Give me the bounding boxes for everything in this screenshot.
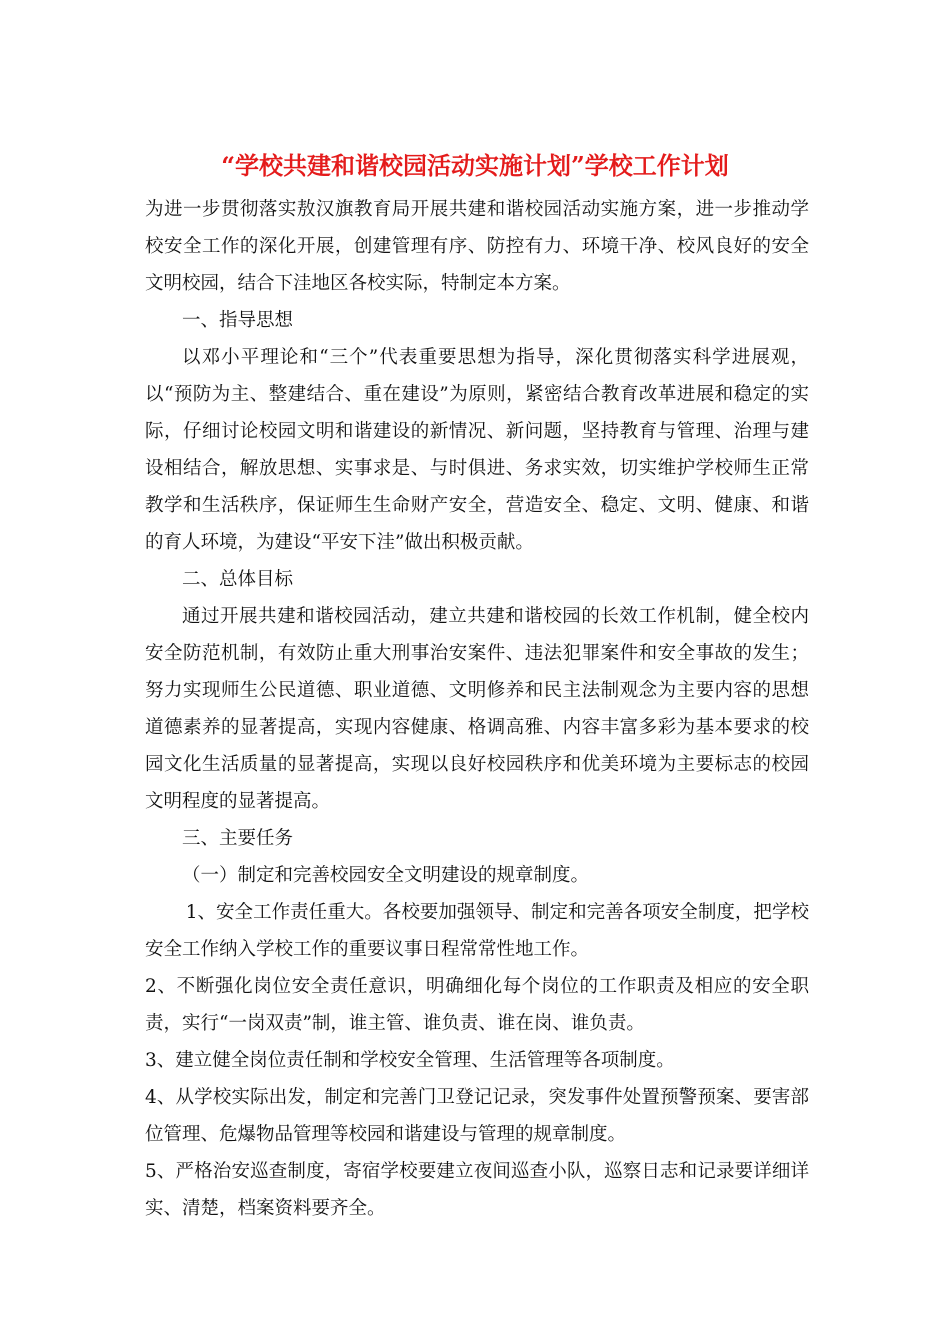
task-item-4: 4、从学校实际出发，制定和完善门卫登记记录，突发事件处置预警预案、要害部位管理、危爆物品管理等校园和谐建设与管理的规章制度。: [145, 1087, 809, 1145]
document-body: [145, 191, 809, 1227]
intro-paragraph: 为进一步贯彻落实敖汉旗教育局开展共建和谐校园活动实施方案，进一步推动学校安全工作的深化开展，创建管理有序、防控有力、环境干净、校风良好的安全文明校园，结合下洼地区各校实际，特制定本方案。: [145, 199, 809, 294]
section-heading-guiding-ideology: 一、指导思想: [182, 310, 294, 331]
section-heading-overall-goals: 二、总体目标: [182, 569, 294, 590]
task-item-1: 1、安全工作责任重大。各校要加强领导、制定和完善各项安全制度，把学校安全工作纳入学校工作的重要议事日程常常性地工作。: [145, 902, 809, 960]
task-item-5: 5、严格治安巡查制度，寄宿学校要建立夜间巡查小队，巡察日志和记录要详细详实、清楚，档案资料要齐全。: [145, 1161, 809, 1219]
document-title: “学校共建和谐校园活动实施计划”学校工作计划: [221, 151, 729, 180]
task-item-2: 2、不断强化岗位安全责任意识，明确细化每个岗位的工作职责及相应的安全职责，实行“一岗双责”制，谁主管、谁负责、谁在岗、谁负责。: [145, 976, 809, 1034]
subsection-heading-rules: （一）制定和完善校园安全文明建设的规章制度。: [182, 865, 590, 886]
overall-goals-paragraph: 通过开展共建和谐校园活动，建立共建和谐校园的长效工作机制，健全校内安全防范机制，有效防止重大刑事治安案件、违法犯罪案件和安全事故的发生；努力实现师生公民道德、职业道德、文明修养和民主法制观念为主要内容的思想道德素养的显著提高，实现内容健康、格调高雅、内容丰富多彩为基本要求的校园文化生活质量的显著提高，实现以良好校园秩序和优美环境为主要标志的校园文明程度的显著提高。: [145, 606, 809, 812]
guiding-ideology-paragraph: 以邓小平理论和“三个”代表重要思想为指导，深化贯彻落实科学进展观，以“预防为主、整建结合、重在建设”为原则，紧密结合教育改革进展和稳定的实际，仔细讨论校园文明和谐建设的新情况、新问题，坚持教育与管理、治理与建设相结合，解放思想、实事求是、与时俱进、务求实效，切实维护学校师生正常教学和生活秩序，保证师生生命财产安全，营造安全、稳定、文明、健康、和谐的育人环境，为建设“平安下洼”做出积极贡献。: [145, 347, 809, 553]
task-item-3: 3、建立健全岗位责任制和学校安全管理、生活管理等各项制度。: [145, 1050, 675, 1071]
section-heading-main-tasks: 三、主要任务: [182, 828, 294, 849]
